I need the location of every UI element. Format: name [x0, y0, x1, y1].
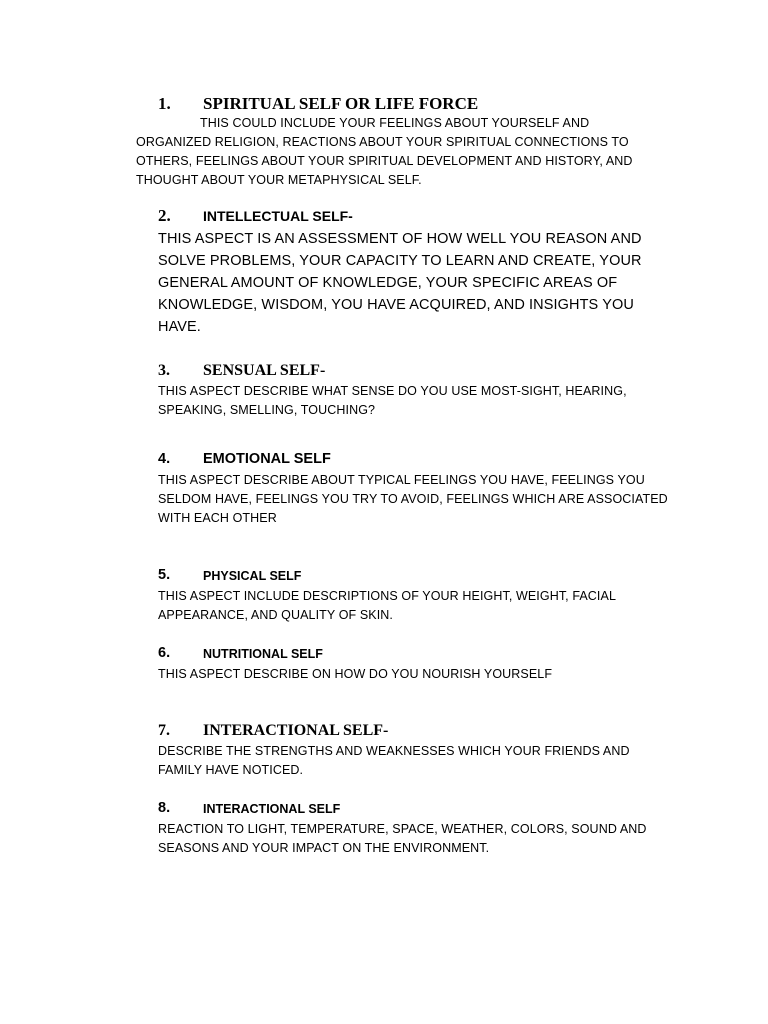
- section-number: 6.: [158, 645, 171, 661]
- section-title: INTERACTIONAL SELF-: [203, 722, 389, 739]
- section-text: THIS COULD INCLUDE YOUR FEELINGS ABOUT YOURSELF AND ORGANIZED RELIGION, REACTIONS ABOUT YOUR SPIRITUAL CONNECTIONS TO OTHERS, FEELINGS ABOUT YOUR SPIRITUAL DEVELOPMENT AND HISTORY, AND THOUGHT ABOUT YOUR METAPHYSICAL SELF.: [136, 116, 633, 187]
- section-number: 8.: [158, 800, 171, 816]
- section-number: 7.: [158, 722, 170, 739]
- section-title: EMOTIONAL SELF: [203, 451, 331, 467]
- section-heading: [158, 645, 688, 665]
- section-heading: [158, 722, 688, 742]
- section-text: THIS ASPECT IS AN ASSESSMENT OF HOW WELL YOU REASON AND SOLVE PROBLEMS, YOUR CAPACITY TO LEARN AND CREATE, YOUR GENERAL AMOUNT OF KNOWLEDGE, YOUR SPECIFIC AREAS OF KNOWLEDGE, WISDOM, YOU HAVE ACQUIRED, AND INSIGHTS YOU HAVE.: [158, 231, 642, 335]
- section-physical-self: [158, 567, 688, 625]
- section-title: SENSUAL SELF-: [203, 362, 326, 379]
- section-text: REACTION TO LIGHT, TEMPERATURE, SPACE, WEATHER, COLORS, SOUND AND SEASONS AND YOUR IMPACT ON THE ENVIRONMENT.: [158, 822, 647, 855]
- section-text: DESCRIBE THE STRENGTHS AND WEAKNESSES WHICH YOUR FRIENDS AND FAMILY HAVE NOTICED.: [158, 744, 630, 777]
- section-heading: [158, 567, 688, 587]
- section-text: THIS ASPECT DESCRIBE ABOUT TYPICAL FEELINGS YOU HAVE, FEELINGS YOU SELDOM HAVE, FEELINGS YOU TRY TO AVOID, FEELINGS WHICH ARE ASSOCIATED WITH EACH OTHER: [158, 473, 668, 525]
- section-text: THIS ASPECT DESCRIBE WHAT SENSE DO YOU USE MOST-SIGHT, HEARING, SPEAKING, SMELLING, TOUCHING?: [158, 384, 627, 417]
- section-number: 5.: [158, 567, 171, 583]
- section-title: PHYSICAL SELF: [203, 569, 302, 583]
- section-number: 1.: [158, 94, 171, 113]
- section-heading: [158, 451, 688, 471]
- section-spiritual-self: [158, 94, 718, 114]
- section-title: INTELLECTUAL SELF-: [203, 208, 353, 224]
- section-title: NUTRITIONAL SELF: [203, 647, 323, 661]
- section-number: 4.: [158, 451, 171, 467]
- section-heading: [158, 206, 678, 228]
- section-text: THIS ASPECT DESCRIBE ON HOW DO YOU NOURISH YOURSELF: [158, 667, 553, 681]
- section-interactional-self-environment: [158, 800, 688, 858]
- section-text: THIS ASPECT INCLUDE DESCRIPTIONS OF YOUR HEIGHT, WEIGHT, FACIAL APPEARANCE, AND QUALITY OF SKIN.: [158, 589, 616, 622]
- section-interactional-self: [158, 722, 688, 780]
- section-nutritional-self: [158, 645, 688, 684]
- section-intellectual-self: [158, 206, 678, 338]
- section-number: 3.: [158, 362, 170, 379]
- section-emotional-self: [158, 451, 688, 528]
- section-sensual-self: [158, 362, 688, 420]
- section-title: INTERACTIONAL SELF: [203, 802, 341, 816]
- section-heading: [158, 362, 688, 382]
- section-title: SPIRITUAL SELF OR LIFE FORCE: [203, 94, 479, 113]
- section-heading: [158, 94, 718, 114]
- section-heading: [158, 800, 688, 820]
- section-number: 2.: [158, 206, 171, 225]
